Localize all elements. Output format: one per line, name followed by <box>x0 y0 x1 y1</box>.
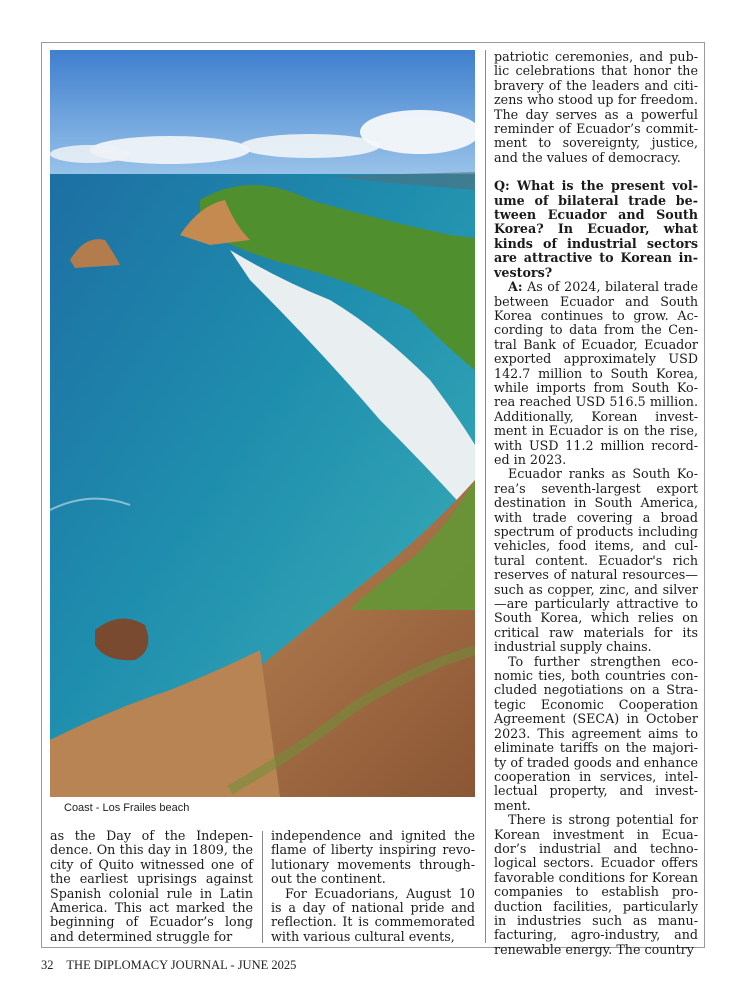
paragraph: For Ecuadorians, August 10 is a day of national pride and reflection. It is commemorated with various cultural events, <box>271 885 475 944</box>
answer-text: As of 2024, bilateral trade between Ecuador and South Korea continues to grow. According to data from the Central Bank of Ecuador, Ecuador exported approximately USD 142.7 million to South Korea, while imports from South Korea reached USD 516.5 million. Additionally, Korean investment in Ecuador is on the rise, with USD 11.2 million recorded in 2023. <box>494 279 698 467</box>
paragraph: To further strengthen economic ties, both countries concluded negotiations on a Strategic Economic Cooperation Agreement (SECA) in October 2023. This agreement aims to eliminate tariffs on the majority of traded goods and enhance cooperation in services, intellectual property, and investment. <box>494 653 698 813</box>
paragraph: There is strong potential for Korean investment in Ecuador’s industrial and technological sectors. Ecuador offers favorable conditions for Korean companies to establish production facilities, particularly in industries such as manufacturing, agro-industry, and renewable energy. The country <box>494 812 698 957</box>
page-number: 32 <box>41 958 54 972</box>
answer-label: A: <box>508 279 523 295</box>
middle-column <box>271 829 475 944</box>
photo-caption: Coast - Los Frailes beach <box>64 802 190 814</box>
beach-photo <box>50 50 475 797</box>
right-column <box>494 50 698 957</box>
column-divider <box>262 831 263 943</box>
paragraph: independence and ignited the flame of liberty inspiring revolutionary movements throughout the continent. <box>271 828 475 887</box>
interview-question: Q: What is the present volume of bilateral trade between Ecuador and South Korea? In Ecuador, what kinds of industrial sectors are attractive to Korean investors? <box>494 178 698 280</box>
paragraph: patriotic ceremonies, and public celebrations that honor the bravery of the leaders and citizens who stood up for freedom. The day serves as a powerful reminder of Ecuador’s commitment to sovereignty, justice, and the values of democracy. <box>494 49 698 165</box>
column-divider <box>485 50 486 943</box>
left-column <box>50 829 253 944</box>
interview-answer <box>494 280 698 467</box>
page-footer <box>41 958 306 973</box>
paragraph: as the Day of the Independence. On this day in 1809, the city of Quito witnessed one of the earliest uprisings against Spanish colonial rule in Latin America. This act marked the beginning of Ecuador’s long and determined struggle for <box>50 828 253 944</box>
beach-photo-illustration <box>50 50 475 797</box>
paragraph: Ecuador ranks as South Korea’s seventh-largest export destination in South America, with trade covering a broad spectrum of products including vehicles, food items, and cultural content. Ecuador's rich reserves of natural resources—such as copper, zinc, and silver—are particularly attractive to South Korea, which relies on critical raw materials for its industrial supply chains. <box>494 466 698 655</box>
journal-title: THE DIPLOMACY JOURNAL - JUNE 2025 <box>66 958 297 972</box>
